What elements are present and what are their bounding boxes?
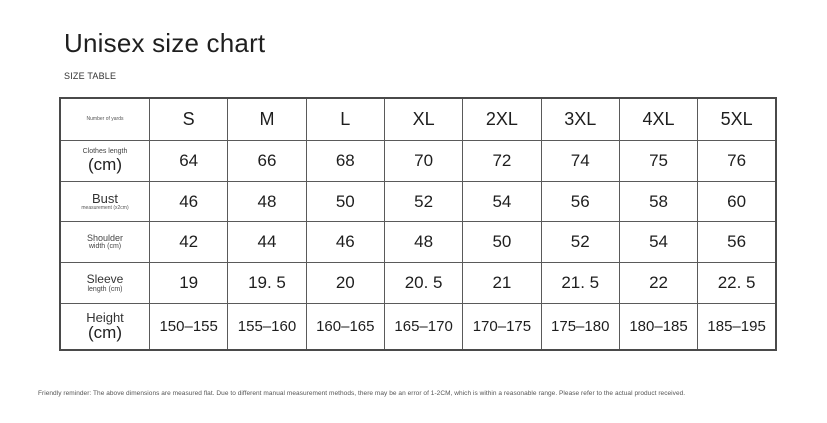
table-row [60, 222, 776, 263]
row-label-top: Height [86, 309, 124, 325]
table-cell: 58 [619, 181, 697, 222]
header-label-cell [60, 98, 150, 141]
table-cell: 165–170 [384, 303, 462, 350]
table-cell: 21 [463, 263, 541, 304]
table-cell: 19. 5 [228, 263, 306, 304]
table-cell: 66 [228, 141, 306, 182]
row-label-bottom: (cm) [88, 154, 122, 174]
table-cell: 170–175 [463, 303, 541, 350]
header-label: Number of yards [86, 115, 124, 122]
page-subtitle: SIZE TABLE [64, 71, 117, 81]
size-header: XL [384, 98, 462, 141]
table-cell: 20 [306, 263, 384, 304]
table-cell: 42 [150, 222, 228, 263]
row-label-cell [60, 303, 150, 350]
table-cell: 56 [541, 181, 619, 222]
table-cell: 48 [384, 222, 462, 263]
table-cell: 19 [150, 263, 228, 304]
table-cell: 72 [463, 141, 541, 182]
page-title: Unisex size chart [64, 28, 266, 58]
size-header: S [150, 98, 228, 141]
table-cell: 70 [384, 141, 462, 182]
row-label-cell [60, 141, 150, 182]
table-cell: 48 [228, 181, 306, 222]
size-header: 5XL [698, 98, 776, 141]
table-cell: 75 [619, 141, 697, 182]
row-label-bottom: width (cm) [88, 243, 122, 251]
table-header-row [60, 98, 776, 141]
table-cell: 46 [150, 181, 228, 222]
table-cell: 180–185 [619, 303, 697, 350]
table-cell: 52 [384, 181, 462, 222]
row-label-top: Bust [91, 191, 118, 207]
size-table [59, 97, 777, 351]
row-label-bottom: (cm) [88, 323, 122, 343]
table-cell: 175–180 [541, 303, 619, 350]
table-cell: 60 [698, 181, 776, 222]
table-cell: 54 [463, 181, 541, 222]
row-label-top: Shoulder [86, 232, 124, 243]
table-cell: 76 [698, 141, 776, 182]
table-cell: 22. 5 [698, 263, 776, 304]
table-cell: 54 [619, 222, 697, 263]
table-cell: 20. 5 [384, 263, 462, 304]
table-cell: 185–195 [698, 303, 776, 350]
size-header: 3XL [541, 98, 619, 141]
row-label-cell [60, 181, 150, 222]
table-cell: 56 [698, 222, 776, 263]
table-row [60, 303, 776, 350]
table-cell: 160–165 [306, 303, 384, 350]
table-row [60, 141, 776, 182]
size-header: L [306, 98, 384, 141]
table-row [60, 181, 776, 222]
row-label-cell [60, 263, 150, 304]
table-cell: 64 [150, 141, 228, 182]
row-label-top: Clothes length [82, 148, 128, 156]
table-cell: 52 [541, 222, 619, 263]
size-header: 2XL [463, 98, 541, 141]
table-cell: 155–160 [228, 303, 306, 350]
table-cell: 46 [306, 222, 384, 263]
table-row [60, 263, 776, 304]
row-label-bottom: length (cm) [87, 285, 123, 293]
table-cell: 22 [619, 263, 697, 304]
size-header: M [228, 98, 306, 141]
row-label-cell [60, 222, 150, 263]
size-header: 4XL [619, 98, 697, 141]
table-cell: 150–155 [150, 303, 228, 350]
table-cell: 68 [306, 141, 384, 182]
table-cell: 44 [228, 222, 306, 263]
footnote: Friendly reminder: The above dimensions are measured flat. Due to different manual measurement methods, there may be an error of 1-2CM, which is within a reasonable range. Please refer to the actual product received. [38, 390, 686, 397]
table-cell: 21. 5 [541, 263, 619, 304]
row-label-bottom: measurement (x2cm) [81, 204, 129, 211]
row-label-top: Sleeve [86, 271, 124, 286]
table-cell: 50 [306, 181, 384, 222]
table-cell: 74 [541, 141, 619, 182]
table-cell: 50 [463, 222, 541, 263]
